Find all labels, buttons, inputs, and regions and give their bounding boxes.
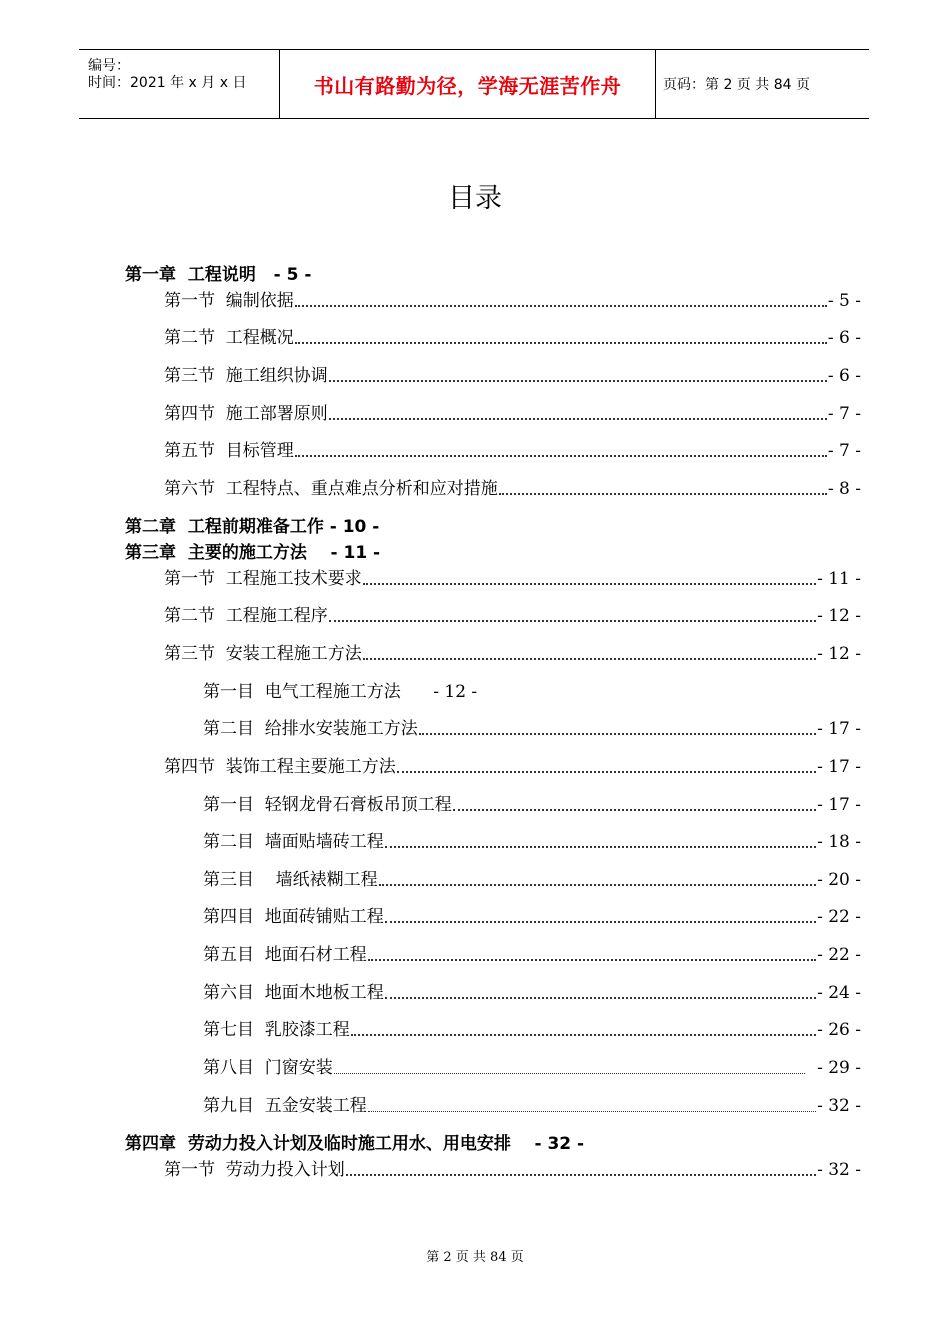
header-info-cell bbox=[79, 50, 279, 118]
toc-entry-ch1-s6[interactable]: 第六节 工程特点、重点难点分析和应对措施 - 8 - bbox=[164, 479, 861, 499]
toc-entry-ch1-s1[interactable]: 第一节 编制依据 - 5 - bbox=[164, 291, 861, 311]
toc-entry-ch3-s1[interactable]: 第一节 工程施工技术要求 - 11 - bbox=[164, 569, 861, 589]
toc-chapter-4[interactable]: 第四章 劳动力投入计划及临时施工用水、用电安排 - 32 - bbox=[125, 1134, 585, 1154]
motto-text: 书山有路勤为径，学海无涯苦作舟 bbox=[313, 73, 622, 98]
toc-entry-ch3-s4-i7[interactable]: 第七目 乳胶漆工程 - 26 - bbox=[203, 1020, 861, 1040]
toc-entry-ch3-s4-i4[interactable]: 第四目 地面砖铺贴工程 - 22 - bbox=[203, 907, 861, 927]
toc-chapter-3[interactable]: 第三章 主要的施工方法 - 11 - bbox=[125, 543, 381, 563]
toc-entry-ch1-s2[interactable]: 第二节 工程概况 - 6 - bbox=[164, 328, 861, 348]
header-page-cell bbox=[654, 50, 869, 118]
header-motto-cell bbox=[279, 50, 656, 118]
toc-entry-ch4-s1[interactable]: 第一节 劳动力投入计划 - 32 - bbox=[164, 1160, 861, 1180]
toc-chapter-2[interactable]: 第二章 工程前期准备工作 - 10 - bbox=[125, 517, 380, 537]
toc-entry-ch3-s2[interactable]: 第二节 工程施工程序 - 12 - bbox=[164, 606, 861, 626]
toc-entry-ch1-s4[interactable]: 第四节 施工部署原则 - 7 - bbox=[164, 404, 861, 424]
page-title: 目录 bbox=[448, 183, 502, 214]
toc-entry-ch3-s3-i1[interactable]: 第一目 电气工程施工方法 - 12 - bbox=[203, 682, 478, 702]
toc-entry-ch3-s3-i2[interactable]: 第二目 给排水安装施工方法 - 17 - bbox=[203, 719, 861, 739]
toc-entry-ch1-s5[interactable]: 第五节 目标管理 - 7 - bbox=[164, 441, 861, 461]
date-label: 时间：2021 年 x 月 x 日 bbox=[88, 75, 247, 91]
toc-entry-ch3-s4-i8[interactable]: 第八目 门窗安装 - 29 - bbox=[203, 1058, 861, 1078]
toc-entry-ch3-s4-i9[interactable]: 第九目 五金安装工程 - 32 - bbox=[203, 1096, 861, 1116]
toc-chapter-1[interactable]: 第一章 工程说明 - 5 - bbox=[125, 265, 312, 285]
page-header bbox=[79, 49, 869, 119]
toc-entry-ch1-s3[interactable]: 第三节 施工组织协调 - 6 - bbox=[164, 366, 861, 386]
toc-entry-ch3-s4-i1[interactable]: 第一目 轻钢龙骨石膏板吊顶工程 - 17 - bbox=[203, 795, 861, 815]
toc-entry-ch3-s4-i6[interactable]: 第六目 地面木地板工程 - 24 - bbox=[203, 983, 861, 1003]
toc-entry-ch3-s4-i5[interactable]: 第五目 地面石材工程 - 22 - bbox=[203, 945, 861, 965]
doc-number-label: 编号： bbox=[88, 58, 130, 74]
toc-entry-ch3-s4-i2[interactable]: 第二目 墙面贴墙砖工程 - 18 - bbox=[203, 832, 861, 852]
toc-entry-ch3-s3[interactable]: 第三节 安装工程施工方法 - 12 - bbox=[164, 644, 861, 664]
page-footer: 第 2 页 共 84 页 bbox=[426, 1250, 524, 1265]
toc-entry-ch3-s4[interactable]: 第四节 装饰工程主要施工方法 - 17 - bbox=[164, 757, 861, 777]
toc-entry-ch3-s4-i3[interactable]: 第三目 墙纸裱糊工程 - 20 - bbox=[203, 870, 861, 890]
page-info-text: 页码：第 2 页 共 84 页 bbox=[663, 77, 810, 93]
